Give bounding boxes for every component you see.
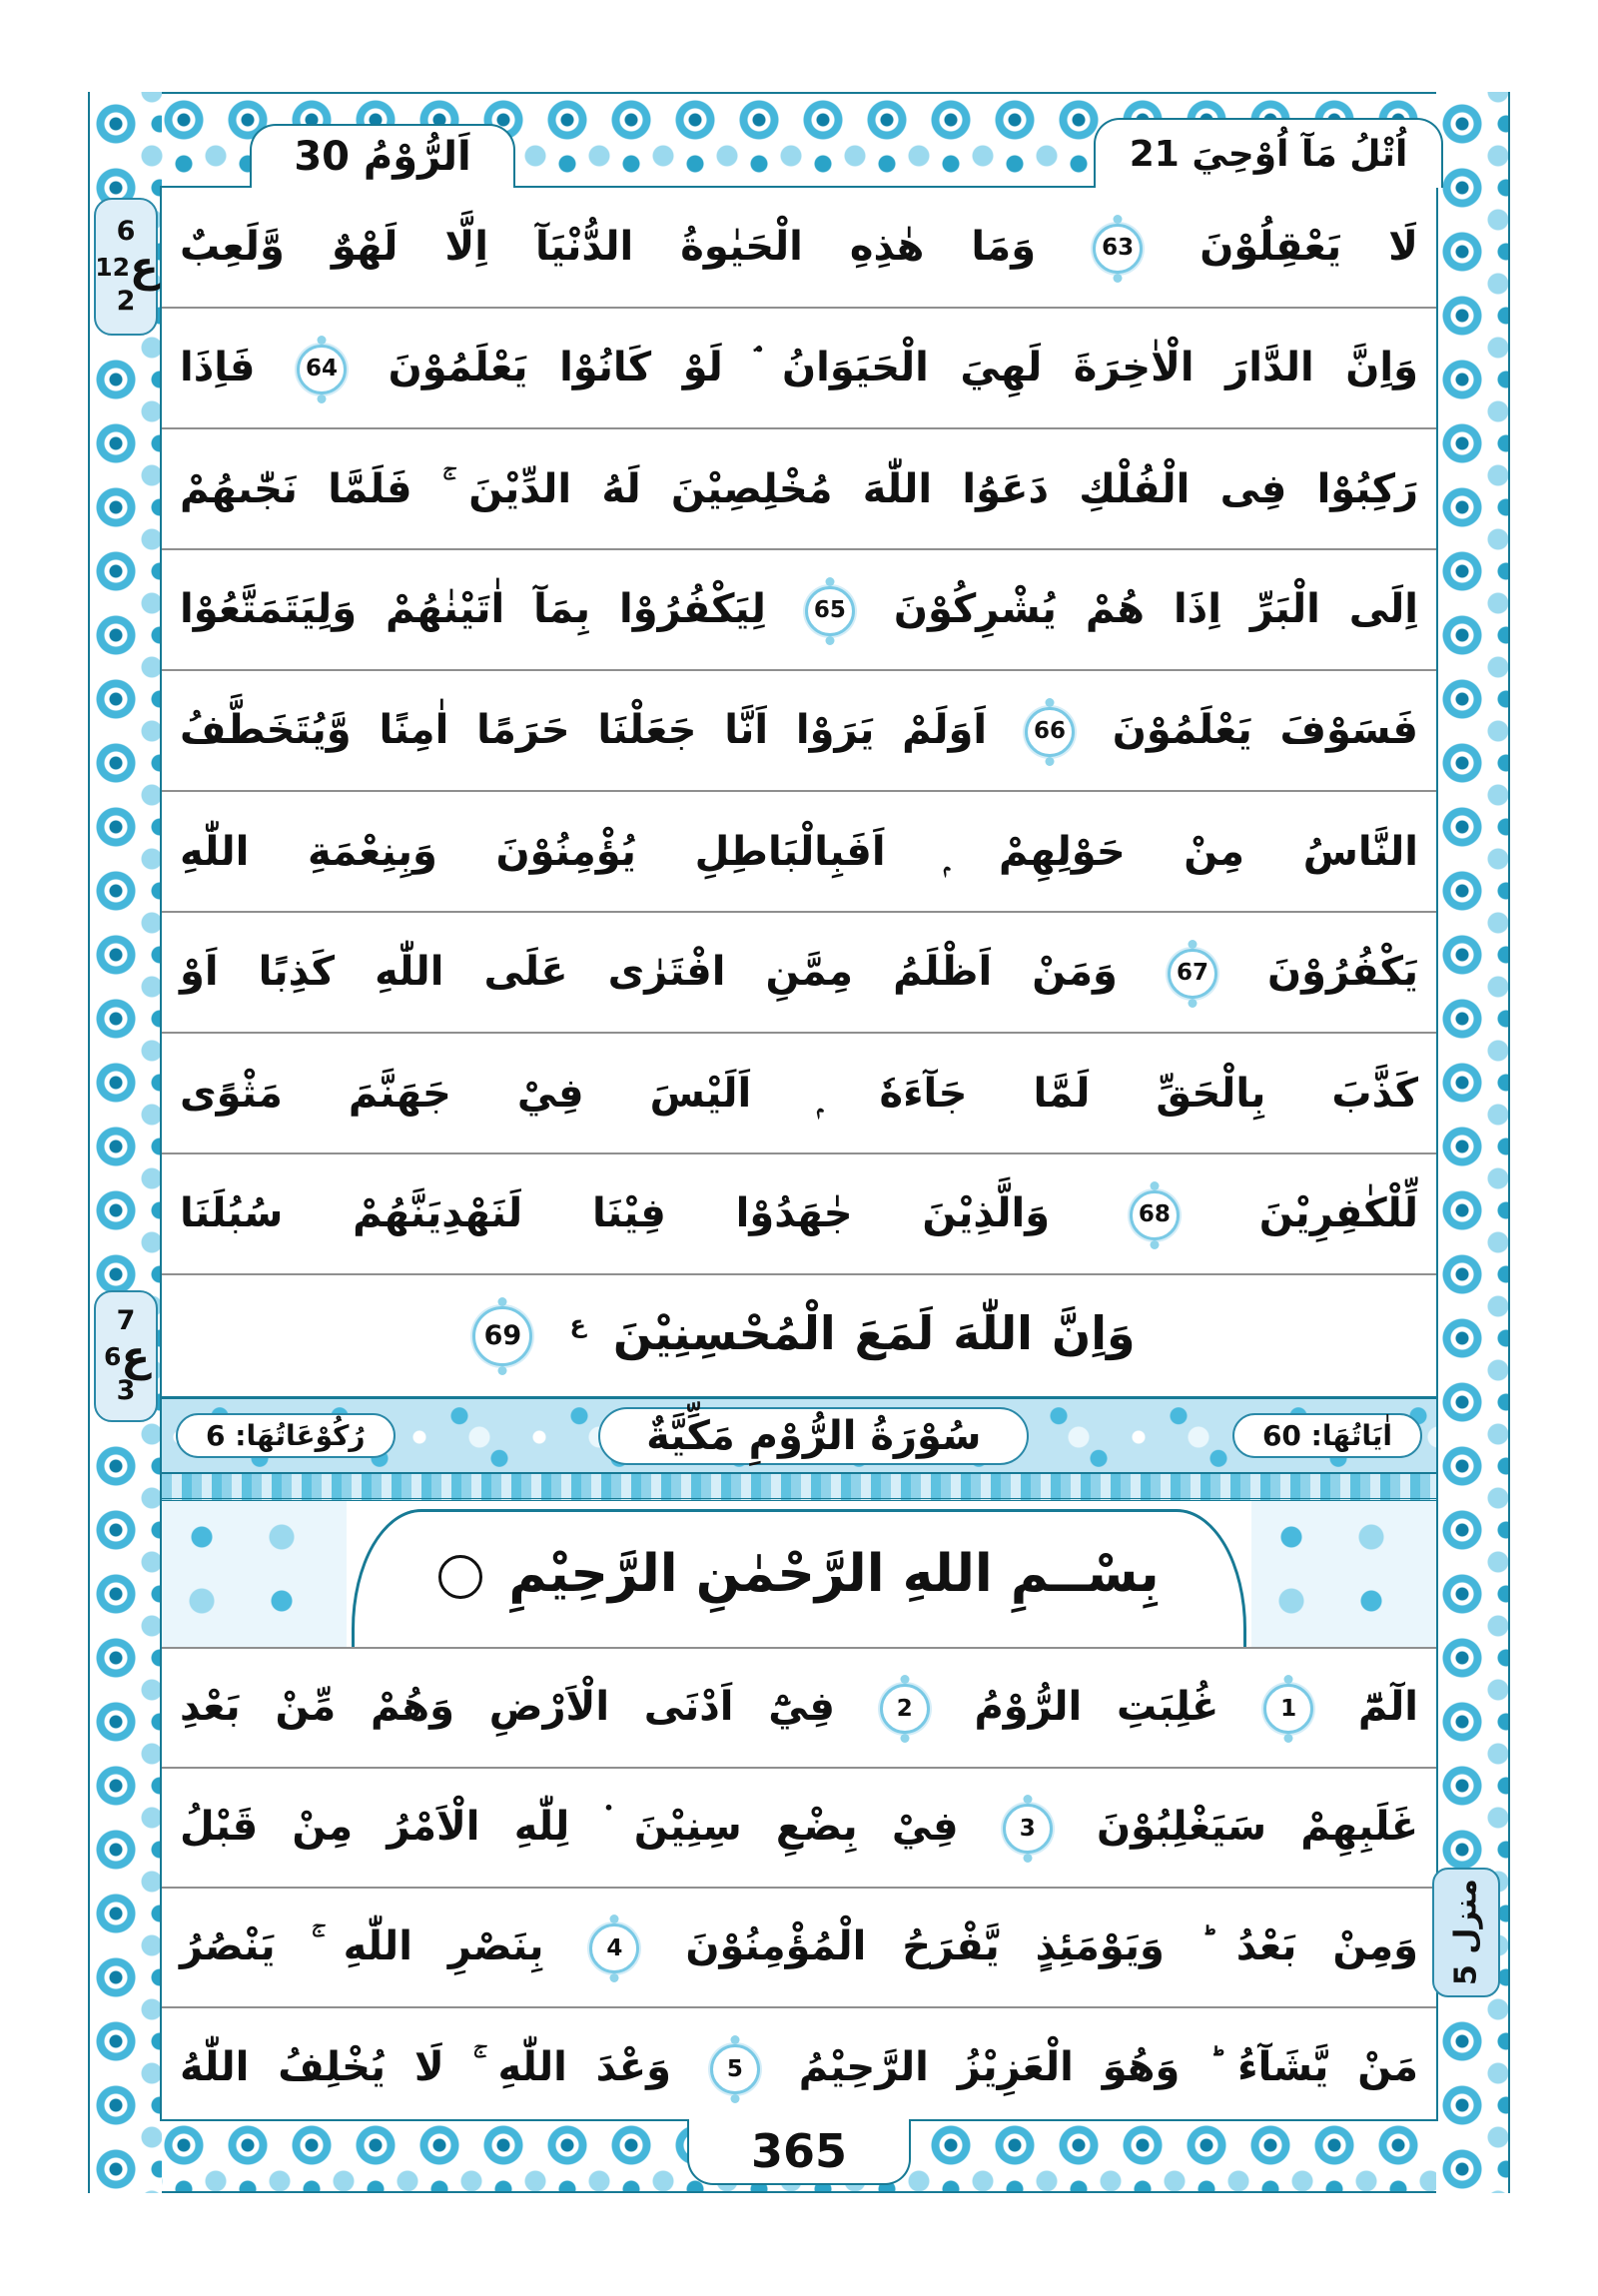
quran-line — [162, 429, 1436, 550]
ayah-text: فِيْٓ اَدْنَى الْاَرْضِ وَهُمْ مِّنْ بَعْدِ — [180, 1684, 835, 1730]
surah-rum-lines — [162, 1649, 1436, 2128]
ayah-text: وَمَا هٰذِهِ الْحَيٰوةُ الدُّنْيَآ اِلَّا لَهْوٌ وَّلَعِبٌ — [180, 223, 1037, 270]
page-number-tab — [687, 2119, 911, 2185]
quran-line — [162, 309, 1436, 429]
ayah-text: وَعْدَ اللّٰهِ ۚ لَا يُخْلِفُ اللّٰهُ — [180, 2044, 671, 2090]
quran-line — [162, 1769, 1436, 1889]
ayah-text: رَكِبُوْا فِى الْفُلْكِ دَعَوُا اللّٰهَ مُخْلِصِيْنَ لَهُ الدِّيْنَ ۚ فَلَمَّا نَجّٰىهُمْ — [180, 465, 1418, 512]
surah-title-cartouche: سُوْرَةُ الرُّوْمِ مَكِّيَّةٌ — [598, 1407, 1029, 1465]
ayah-number-marker: 68 — [1130, 1190, 1180, 1240]
bismillah-panel — [162, 1501, 1436, 1649]
ayah-number-marker: 1 — [1263, 1684, 1313, 1734]
quran-line — [162, 1649, 1436, 1769]
quran-line — [162, 1154, 1436, 1275]
chain-ornament-band — [162, 1472, 1436, 1501]
ayah-text: وَالَّذِيْنَ جٰهَدُوْا فِيْنَا لَنَهْدِيَنَّهُمْ سُبُلَنَا — [180, 1189, 1051, 1236]
bismillah-label: بِسْــمِ اللهِ الرَّحْمٰنِ الرَّحِيْمِ — [508, 1544, 1160, 1604]
juz-name-label: اُتْلُ مَآ اُوْحِيَ 21 — [1129, 133, 1408, 175]
ayah-number-marker: 66 — [1025, 707, 1075, 757]
ruku-marker-top — [94, 198, 158, 336]
empty-ayah-ring-icon — [438, 1555, 482, 1599]
ruku-ayah-count: 12 — [95, 252, 131, 282]
ayah-text: غَلَبِهِمْ سَيَغْلِبُوْنَ — [1096, 1804, 1419, 1850]
border-ornament-left — [88, 92, 162, 2193]
quran-line — [162, 1275, 1436, 1396]
ayah-text: بِنَصْرِ اللّٰهِ ۚ يَنْصُرُ — [180, 1923, 544, 1969]
surah-name-label: اَلرُّوْمُ 30 — [294, 134, 471, 180]
ayah-text: مَنْ يَّشَآءُ ؕ وَهُوَ الْعَزِيْزُ الرَّحِيْمُ — [798, 2044, 1418, 2090]
ayah-text: فَاِذَا — [180, 344, 256, 390]
ayah-number-marker: 65 — [805, 586, 855, 636]
ayah-number-marker: 3 — [1003, 1804, 1053, 1854]
quran-line — [162, 913, 1436, 1034]
ruku-ain-mark: ع — [569, 1310, 586, 1339]
ayah-text: وَمِنْ بَعْدُ ؕ وَيَوْمَئِذٍ يَّفْرَحُ الْمُؤْمِنُوْنَ — [685, 1923, 1418, 1969]
ayah-text: غُلِبَتِ الرُّوْمُ — [974, 1684, 1219, 1730]
ayah-text: اَوَلَمْ يَرَوْا اَنَّا جَعَلْنَا حَرَمًا اٰمِنًا وَّيُتَخَطَّفُ — [180, 706, 988, 753]
ayah-text: الٓمّٓ — [1357, 1684, 1418, 1730]
ruku-ayah-count: 6 — [103, 1341, 122, 1371]
ain-symbol: ع — [130, 242, 159, 291]
surah-name-tab — [250, 124, 515, 188]
ayah-number-marker: 63 — [1093, 224, 1143, 274]
ayah-text: النَّاسُ مِنْ حَوْلِهِمْ ۭ اَفَبِالْبَاطِلِ يُؤْمِنُوْنَ وَبِنِعْمَةِ اللّٰهِ — [180, 828, 1418, 875]
page-number-label: 365 — [750, 2124, 848, 2178]
ruku-number: 7 — [116, 1304, 136, 1336]
ayat-count-cartouche: اٰيَاتُهَا: 60 — [1232, 1413, 1422, 1458]
quran-line — [162, 671, 1436, 792]
ayah-text: يَكْفُرُوْنَ — [1267, 948, 1418, 995]
bismillah-ornament-right — [1251, 1501, 1436, 1647]
manzil-marker — [1432, 1868, 1500, 1997]
quran-line — [162, 792, 1436, 913]
ruku-count-cartouche: رُكُوْعَاتُهَا: 6 — [176, 1413, 396, 1458]
ayah-text: كَذَّبَ بِالْحَقِّ لَمَّا جَآءَهٗ ۭ اَلَيْسَ فِيْ جَهَنَّمَ مَثْوًى — [180, 1070, 1418, 1117]
bismillah-ornament-left — [162, 1501, 347, 1647]
quran-line — [162, 550, 1436, 671]
ruku-number: 6 — [116, 215, 136, 247]
ruku-juz-number: 2 — [116, 286, 136, 317]
ayah-number-marker: 2 — [880, 1684, 930, 1734]
juz-name-tab — [1094, 118, 1443, 188]
quran-line — [162, 188, 1436, 309]
ayah-number-marker: 67 — [1168, 949, 1217, 999]
ayah-text: وَاِنَّ الدَّارَ الْاٰخِرَةَ لَهِيَ الْحَيَوَانُ ۘ لَوْ كَانُوْا يَعْلَمُوْنَ — [388, 344, 1419, 390]
surah-ankabut-lines — [162, 188, 1436, 1396]
quran-line — [162, 2008, 1436, 2128]
ruku-juz-number: 3 — [116, 1375, 136, 1406]
quran-line — [162, 1889, 1436, 2008]
mushaf-text-area — [160, 186, 1438, 2121]
ayah-text: لِّلْكٰفِرِيْنَ — [1258, 1189, 1418, 1236]
ayah-text: وَاِنَّ اللّٰهَ لَمَعَ الْمُحْسِنِيْنَ — [612, 1305, 1136, 1360]
ayah-number-marker: 69 — [472, 1306, 532, 1366]
ayah-text: فَسَوْفَ يَعْلَمُوْنَ — [1112, 706, 1418, 753]
ain-symbol: ع — [121, 1331, 151, 1380]
ayah-text: وَمَنْ اَظْلَمُ مِمَّنِ افْتَرٰى عَلَى اللّٰهِ كَذِبًا اَوْ — [180, 948, 1118, 995]
ayah-text: لِيَكْفُرُوْا بِمَآ اٰتَيْنٰهُمْ وَلِيَتَمَتَّعُوْا — [180, 585, 766, 632]
ayah-number-marker: 4 — [589, 1923, 639, 1973]
ayah-text: لَا يَعْقِلُوْنَ — [1199, 223, 1418, 270]
ruku-marker-middle — [94, 1290, 158, 1422]
ayah-number-marker: 64 — [297, 345, 347, 394]
ayah-number-marker: 5 — [710, 2044, 760, 2094]
manzil-label: منزل 5 — [1448, 1879, 1484, 1986]
bismillah-text — [438, 1544, 1159, 1604]
ayah-text: فِيْ بِضْعِ سِنِيْنَ ۬ لِلّٰهِ الْاَمْرُ مِنْ قَبْلُ — [180, 1804, 959, 1850]
ayah-text: اِلَى الْبَرِّ اِذَا هُمْ يُشْرِكُوْنَ — [893, 585, 1419, 632]
quran-line — [162, 1034, 1436, 1154]
surah-title-band — [162, 1396, 1436, 1472]
